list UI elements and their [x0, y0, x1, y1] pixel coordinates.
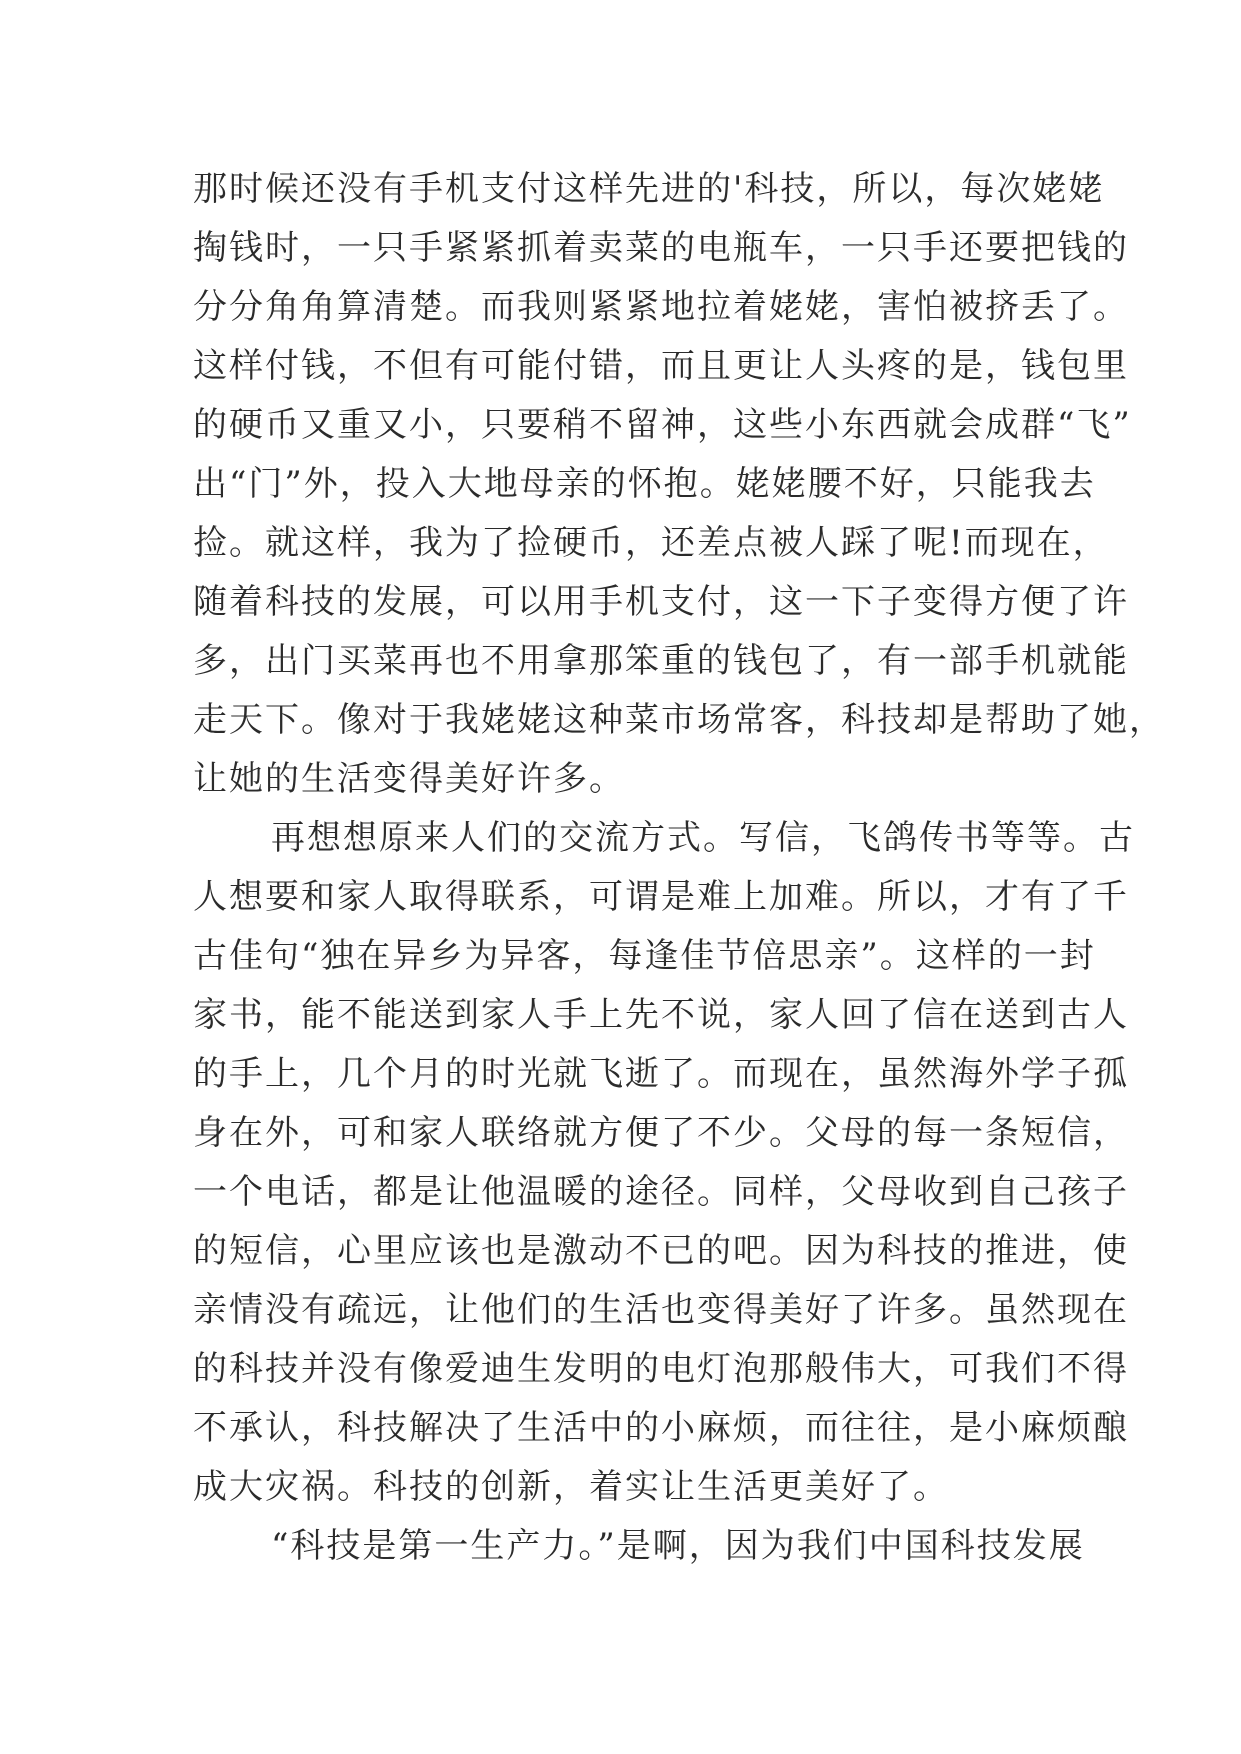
text-line: 亲情没有疏远，让他们的生活也变得美好了许多。虽然现在 — [193, 1290, 1129, 1330]
text-line: 的短信，心里应该也是激动不已的吧。因为科技的推进，使 — [193, 1231, 1129, 1271]
text-line: 的手上，几个月的时光就飞逝了。而现在，虽然海外学子孤 — [193, 1054, 1129, 1094]
text-line: 一个电话，都是让他温暖的途径。同样，父母收到自己孩子 — [193, 1172, 1129, 1212]
text-line: 走天下。像对于我姥姥这种菜市场常客，科技却是帮助了她， — [193, 700, 1165, 740]
text-line: 出“门”外，投入大地母亲的怀抱。姥姥腰不好，只能我去 — [193, 464, 1096, 504]
text-line: 多，出门买菜再也不用拿那笨重的钱包了，有一部手机就能 — [193, 641, 1129, 681]
text-line: 掏钱时，一只手紧紧抓着卖菜的电瓶车，一只手还要把钱的 — [193, 228, 1129, 268]
text-line: 不承认，科技解决了生活中的小麻烦，而往往，是小麻烦酿 — [193, 1408, 1129, 1448]
text-line: 再想想原来人们的交流方式。写信，飞鸽传书等等。古 — [271, 818, 1135, 858]
text-line: 这样付钱，不但有可能付错，而且更让人头疼的是，钱包里 — [193, 346, 1129, 386]
text-line: “科技是第一生产力。”是啊，因为我们中国科技发展 — [271, 1526, 1085, 1566]
text-line: 让她的生活变得美好许多。 — [193, 759, 625, 799]
text-line: 成大灾祸。科技的创新，着实让生活更美好了。 — [193, 1467, 949, 1507]
text-line: 人想要和家人取得联系，可谓是难上加难。所以，才有了千 — [193, 877, 1129, 917]
body-text — [193, 160, 1165, 1576]
text-line: 古佳句“独在异乡为异客，每逢佳节倍思亲”。这样的一封 — [193, 936, 1096, 976]
text-line: 捡。就这样，我为了捡硬币，还差点被人踩了呢!而现在， — [193, 523, 1109, 563]
text-line: 随着科技的发展，可以用手机支付，这一下子变得方便了许 — [193, 582, 1129, 622]
text-line: 的硬币又重又小，只要稍不留神，这些小东西就会成群“飞” — [193, 405, 1132, 445]
text-line: 分分角角算清楚。而我则紧紧地拉着姥姥，害怕被挤丢了。 — [193, 287, 1129, 327]
text-line: 那时候还没有手机支付这样先进的'科技，所以，每次姥姥 — [193, 169, 1105, 209]
text-line: 家书，能不能送到家人手上先不说，家人回了信在送到古人 — [193, 995, 1129, 1035]
text-line: 身在外，可和家人联络就方便了不少。父母的每一条短信， — [193, 1113, 1129, 1153]
text-line: 的科技并没有像爱迪生发明的电灯泡那般伟大，可我们不得 — [193, 1349, 1129, 1389]
